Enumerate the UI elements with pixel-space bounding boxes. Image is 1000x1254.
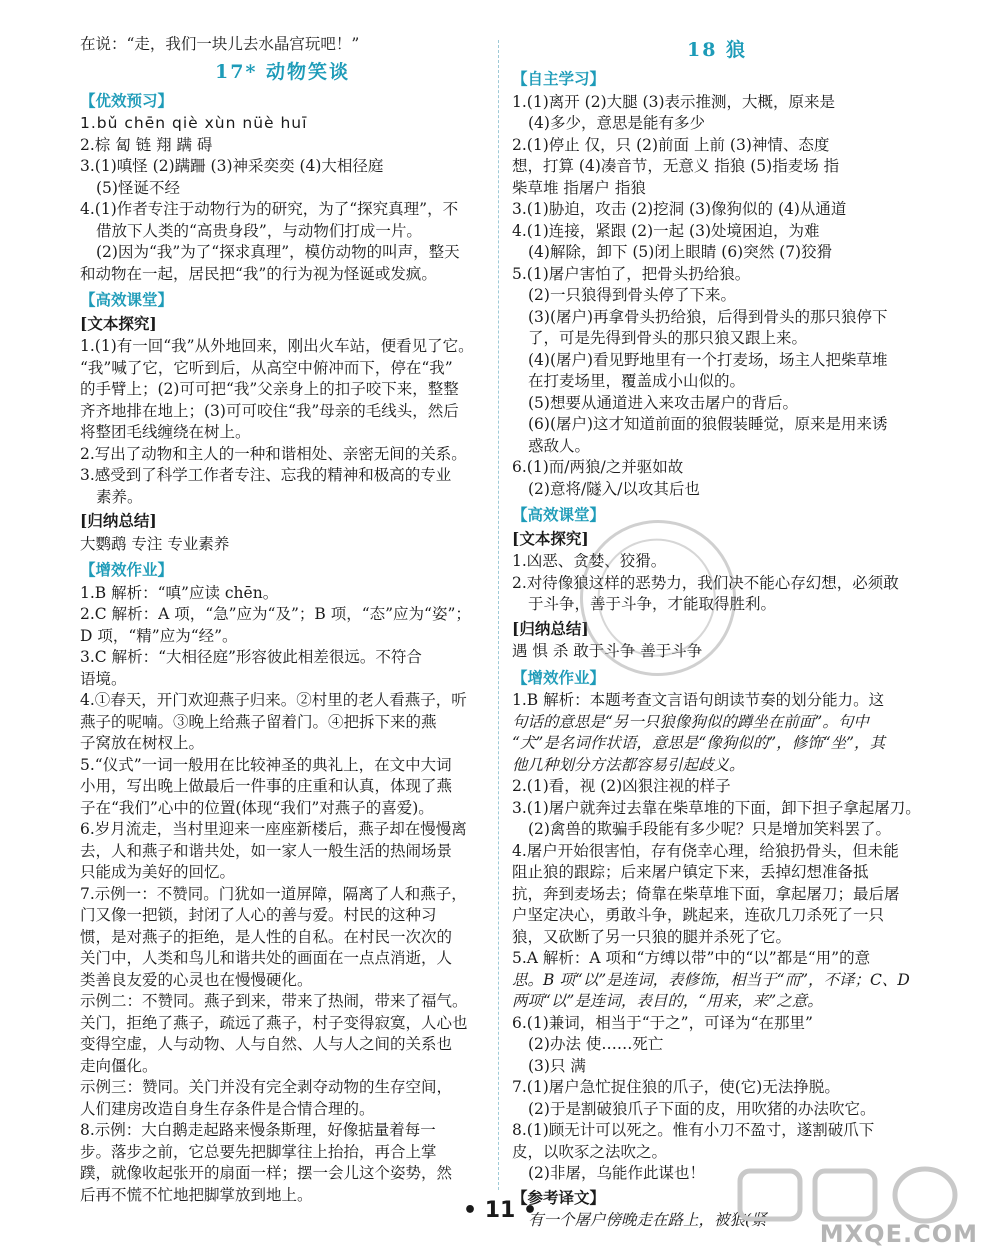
hw-2: 2.C 解析：A 项，“急”应为“及”；B 项，“态”应为“姿”； [80,605,471,623]
self-5-cont: (6)(屠户)这才知道前面的狼假装睡觉，原来是用来诱 [528,415,888,433]
self-1-cont: (4)多少，意思是能有多少 [528,114,705,132]
class-2: 2.对待像狼这样的恶势力，我们决不能心存幻想，必须敢 [512,573,899,592]
rhw-7: 7.(1)屠户急忙捉住狼的爪子，使(它)无法挣脱。 [512,1078,840,1096]
class-2-cont: 于斗争，善于斗争，才能取得胜利。 [528,595,777,613]
hw-4-cont: 燕子的呢喃。③晚上给燕子留着门。④把拆下来的燕 [80,712,437,731]
page-number: • 11 • [462,1198,538,1223]
study-1-cont: 的手臂上；(2)可可把“我”父亲身上的扣子咬下来，整整 [80,380,459,398]
hw-7-cont: 关门，拒绝了燕子，疏远了燕子，村子变得寂寞，人心也 [80,1013,468,1032]
self-5-cont: 在打麦场里，覆盖成小山似的。 [528,372,746,390]
watermark-text: MXQE.COM [819,1220,978,1248]
self-4: 4.(1)连接，紧跟 (2)一起 (3)处境困迫，为难 [512,221,820,240]
hw-7-cont: 走向僵化。 [80,1056,158,1075]
hw-7-example2: 示例二：不赞同。燕子到来，带来了热闹，带来了福气。 [80,992,468,1010]
answer-2: 2.棕 匐 链 翔 蹒 碍 [80,135,213,154]
study-1: 1.(1)有一回“我”从外地回来，刚出火车站，便看见了它。 [80,337,474,355]
rhw-7-cont: (2)于是割破狼爪子下面的皮，用吹猪的办法吹它。 [528,1099,876,1118]
rhw-1: 1.B 解析：本题考查文言语句朗读节奏的划分能力。这 [512,691,885,709]
rhw-6-cont: (3)只 满 [528,1056,586,1075]
hw-7-cont: 门又像一把锁，封闭了人心的善与爱。村民的这种习 [80,906,437,924]
self-2-cont: 想，打算 (4)凑音节，无意义 指狼 (5)指麦场 指 [512,157,840,175]
reference-translation-heading: 【参考译文】 [512,1187,606,1207]
rhw-4-cont: 狼，又砍断了另一只狼的腿并杀死了它。 [512,927,792,946]
hw-6-cont: 只能成为美好的回忆。 [80,863,236,881]
self-5-cont: (5)想要从通道进入来攻击屠户的背后。 [528,393,798,412]
study-1-cont: “我”喊了它，它听到后，从高空中俯冲而下，停在“我” [80,358,453,377]
study-1-cont: 齐齐地排在地上；(3)可可咬住“我”母亲的毛线头，然后 [80,401,459,420]
self-4-cont: (4)解除，卸下 (5)闭上眼睛 (6)突然 (7)狡猾 [528,243,833,261]
rhw-8-cont: (2)非屠，乌能作此谋也！ [528,1164,705,1182]
hw-4-cont: 子窝放在树杈上。 [80,734,205,752]
rhw-2: 2.(1)看，视 (2)凶狠注视的样子 [512,777,731,795]
hw-7-cont: 人们建房改造自身生存条件是合情合理的。 [80,1099,375,1118]
hw-5-cont: 子在“我们”心中的位置(体现“我们”对燕子的喜爱)。 [80,798,434,817]
self-2-cont: 柴草堆 指屠户 指狼 [512,178,646,197]
rhw-4-cont: 抗，奔到麦场去；倚靠在柴草堆下面，拿起屠刀；最后屠 [512,884,900,903]
self-3: 3.(1)胁迫，攻击 (2)挖洞 (3)像狗似的 (4)从通道 [512,200,847,218]
subheading-summary: [归纳总结] [80,511,157,530]
intro-line: 在说：“走，我们一块儿去水晶宫玩吧！” [80,35,360,53]
rhw-8: 8.(1)顾无计可以死之。惟有小刀不盈寸，遂割破爪下 [512,1121,875,1139]
self-5-cont: 惑敌人。 [528,436,591,455]
class-1: 1.凶恶、贪婪、狡猾。 [512,552,667,570]
section-classroom: 【高效课堂】 [80,290,174,309]
hw-4: 4.①春天，开门欢迎燕子归来。②村里的老人看燕子，听 [80,691,467,709]
hw-6: 6.岁月流走，当村里迎来一座座新楼后，燕子却在慢慢离 [80,820,467,838]
rhw-5-cont: 两项“以”是连词，表目的，“用来，来”之意。 [512,992,823,1010]
self-1: 1.(1)离开 (2)大腿 (3)表示推测，大概，原来是 [512,92,836,111]
section-homework: 【增效作业】 [80,560,174,579]
rhw-1-cont: 句话的意思是“另一只狼像狗似的蹲坐在前面”。句中 [512,712,869,731]
hw-8-cont: 后再不慌不忙地把脚掌放到地上。 [80,1185,313,1204]
section-preview: 【优效预习】 [80,90,174,110]
summary-text: 大鹦鹉 专注 专业素养 [80,534,230,553]
hw-5: 5.“仪式”一词一般用在比较神圣的典礼上，在文中大词 [80,755,452,774]
summary-text-right: 遇 惧 杀 敢于斗争 善于斗争 [512,642,703,660]
hw-8: 8.示例：大白鹅走起路来慢条斯理，好像掂量着每一 [80,1121,436,1139]
section-self-study: 【自主学习】 [512,69,606,88]
self-6-cont: (2)意将/隧入/以攻其后也 [528,479,700,498]
section-homework-right: 【增效作业】 [512,667,606,687]
rhw-1-cont: “犬”是名词作状语，意思是“像狗似的”，修饰“坐”，其 [512,734,886,752]
answer-1: 1.bǔ chēn qiè xùn nüè huī [80,114,308,132]
rhw-6: 6.(1)兼词，相当于“于之”，可译为“在那里” [512,1013,813,1032]
hw-3-cont: 语境。 [80,669,127,688]
column-divider [498,40,499,1190]
subheading-text-study-right: [文本探究] [512,528,589,548]
hw-8-cont: 蹼，就像收起张开的扇面一样；摆一会儿这个姿势，然 [80,1164,453,1182]
hw-1: 1.B 解析：“嗔”应读 chēn。 [80,583,279,602]
reference-translation-text: 有一个屠户傍晚走在路上，被狼(紧 [528,1211,767,1229]
answer-3: 3.(1)嗔怪 (2)蹒跚 (3)神采奕奕 (4)大相径庭 [80,157,384,175]
section-classroom-right: 【高效课堂】 [512,505,606,524]
self-5-cont: (4)(屠户)看见野地里有一个打麦场，场主人把柴草堆 [528,350,888,369]
lesson-title-18: 18 狼 [686,39,748,61]
hw-7-cont: 关门中，人类和鸟儿和谐共处的画面在一点点消逝，人 [80,949,453,967]
answer-4-part2: (2)因为“我”为了“探求真理”，模仿动物的叫声，整天 [96,243,460,261]
rhw-4-cont: 阻止狼的跟踪；后来屠户镇定下来，丢掉幻想准备抵 [512,863,869,881]
self-5: 5.(1)屠户害怕了，把骨头扔给狼。 [512,264,751,283]
rhw-3-cont: (2)禽兽的欺骗手段能有多少呢？只是增加笑料罢了。 [528,820,891,838]
rhw-4: 4.屠户开始很害怕，存有侥幸心理，给狼扔骨头，但未能 [512,841,899,860]
hw-5-cont: 小用，写出晚上做最后一件事的庄重和认真，体现了燕 [80,777,453,795]
hw-7: 7.示例一：不赞同。门犹如一道屏障，隔离了人和燕子， [80,884,467,903]
self-5-cont: 了，可是先得到骨头的那只狼又跟上来。 [528,329,808,347]
hw-7-cont: 变得空虚，人与动物、人与自然、人与人之间的关系也 [80,1035,453,1053]
study-3-cont: 素养。 [96,487,143,506]
hw-3: 3.C 解析：“大相径庭”形容彼此相差很远。不符合 [80,648,422,666]
rhw-3: 3.(1)屠户就奔过去靠在柴草堆的下面，卸下担子拿起屠刀。 [512,798,921,817]
answer-4: 4.(1)作者专注于动物行为的研究，为了“探究真理”，不 [80,200,459,218]
self-5-cont: (3)(屠户)再拿骨头扔给狼，后得到骨头的那只狼停下 [528,307,888,326]
self-6: 6.(1)而/两狼/之并驱如故 [512,458,684,476]
study-1-cont: 将整团毛线缠绕在树上。 [80,423,251,441]
hw-2-cont: D 项，“精”应为“经”。 [80,626,238,645]
subheading-summary-right: [归纳总结] [512,618,589,638]
study-3: 3.感受到了科学工作者专注、忘我的精神和极高的专业 [80,466,452,484]
left-column [80,34,485,1206]
rhw-5-cont: 思。B 项“以”是连词，表修饰，相当于“而”，不译；C、D [512,970,910,989]
self-5-cont: (2)一只狼得到骨头停了下来。 [528,286,736,304]
lesson-title-17: 17* 动物笑谈 [215,60,350,83]
hw-7-cont: 类善良友爱的心灵也在慢慢硬化。 [80,970,313,989]
subheading-text-study: [文本探究] [80,313,157,333]
hw-7-example3: 示例三：赞同。关门并没有完全剥夺动物的生存空间， [80,1078,453,1096]
hw-8-cont: 步。落步之前，它总要先把脚掌往上抬抬，再合上掌 [80,1142,437,1161]
rhw-1-cont: 他几种划分方法都容易引起歧义。 [512,755,745,774]
self-2: 2.(1)停止 仅，只 (2)前面 上前 (3)神情、态度 [512,135,830,154]
study-2: 2.写出了动物和主人的一种和谐相处、亲密无间的关系。 [80,444,467,463]
rhw-4-cont: 户坚定决心，勇敢斗争，跳起来，连砍几刀杀死了一只 [512,906,885,924]
rhw-5: 5.A 解析：A 项和“方缚以带”中的“以”都是“用”的意 [512,949,871,967]
hw-7-cont: 惯，是对燕子的拒绝，是人性的自私。在村民一次次的 [80,927,453,946]
hw-6-cont: 去，人和燕子和谐共处，如一家人一般生活的热闹场景 [80,841,453,860]
rhw-8-cont: 皮，以吹豕之法吹之。 [512,1142,668,1161]
answer-4-part2-cont: 和动物在一起，居民把“我”的行为视为怪诞或发疯。 [80,264,437,283]
rhw-6-cont: (2)办法 使……死亡 [528,1035,664,1053]
answer-4-cont: 借放下人类的“高贵身段”，与动物们打成一片。 [96,221,422,240]
answer-3-cont: (5)怪诞不经 [96,178,180,197]
